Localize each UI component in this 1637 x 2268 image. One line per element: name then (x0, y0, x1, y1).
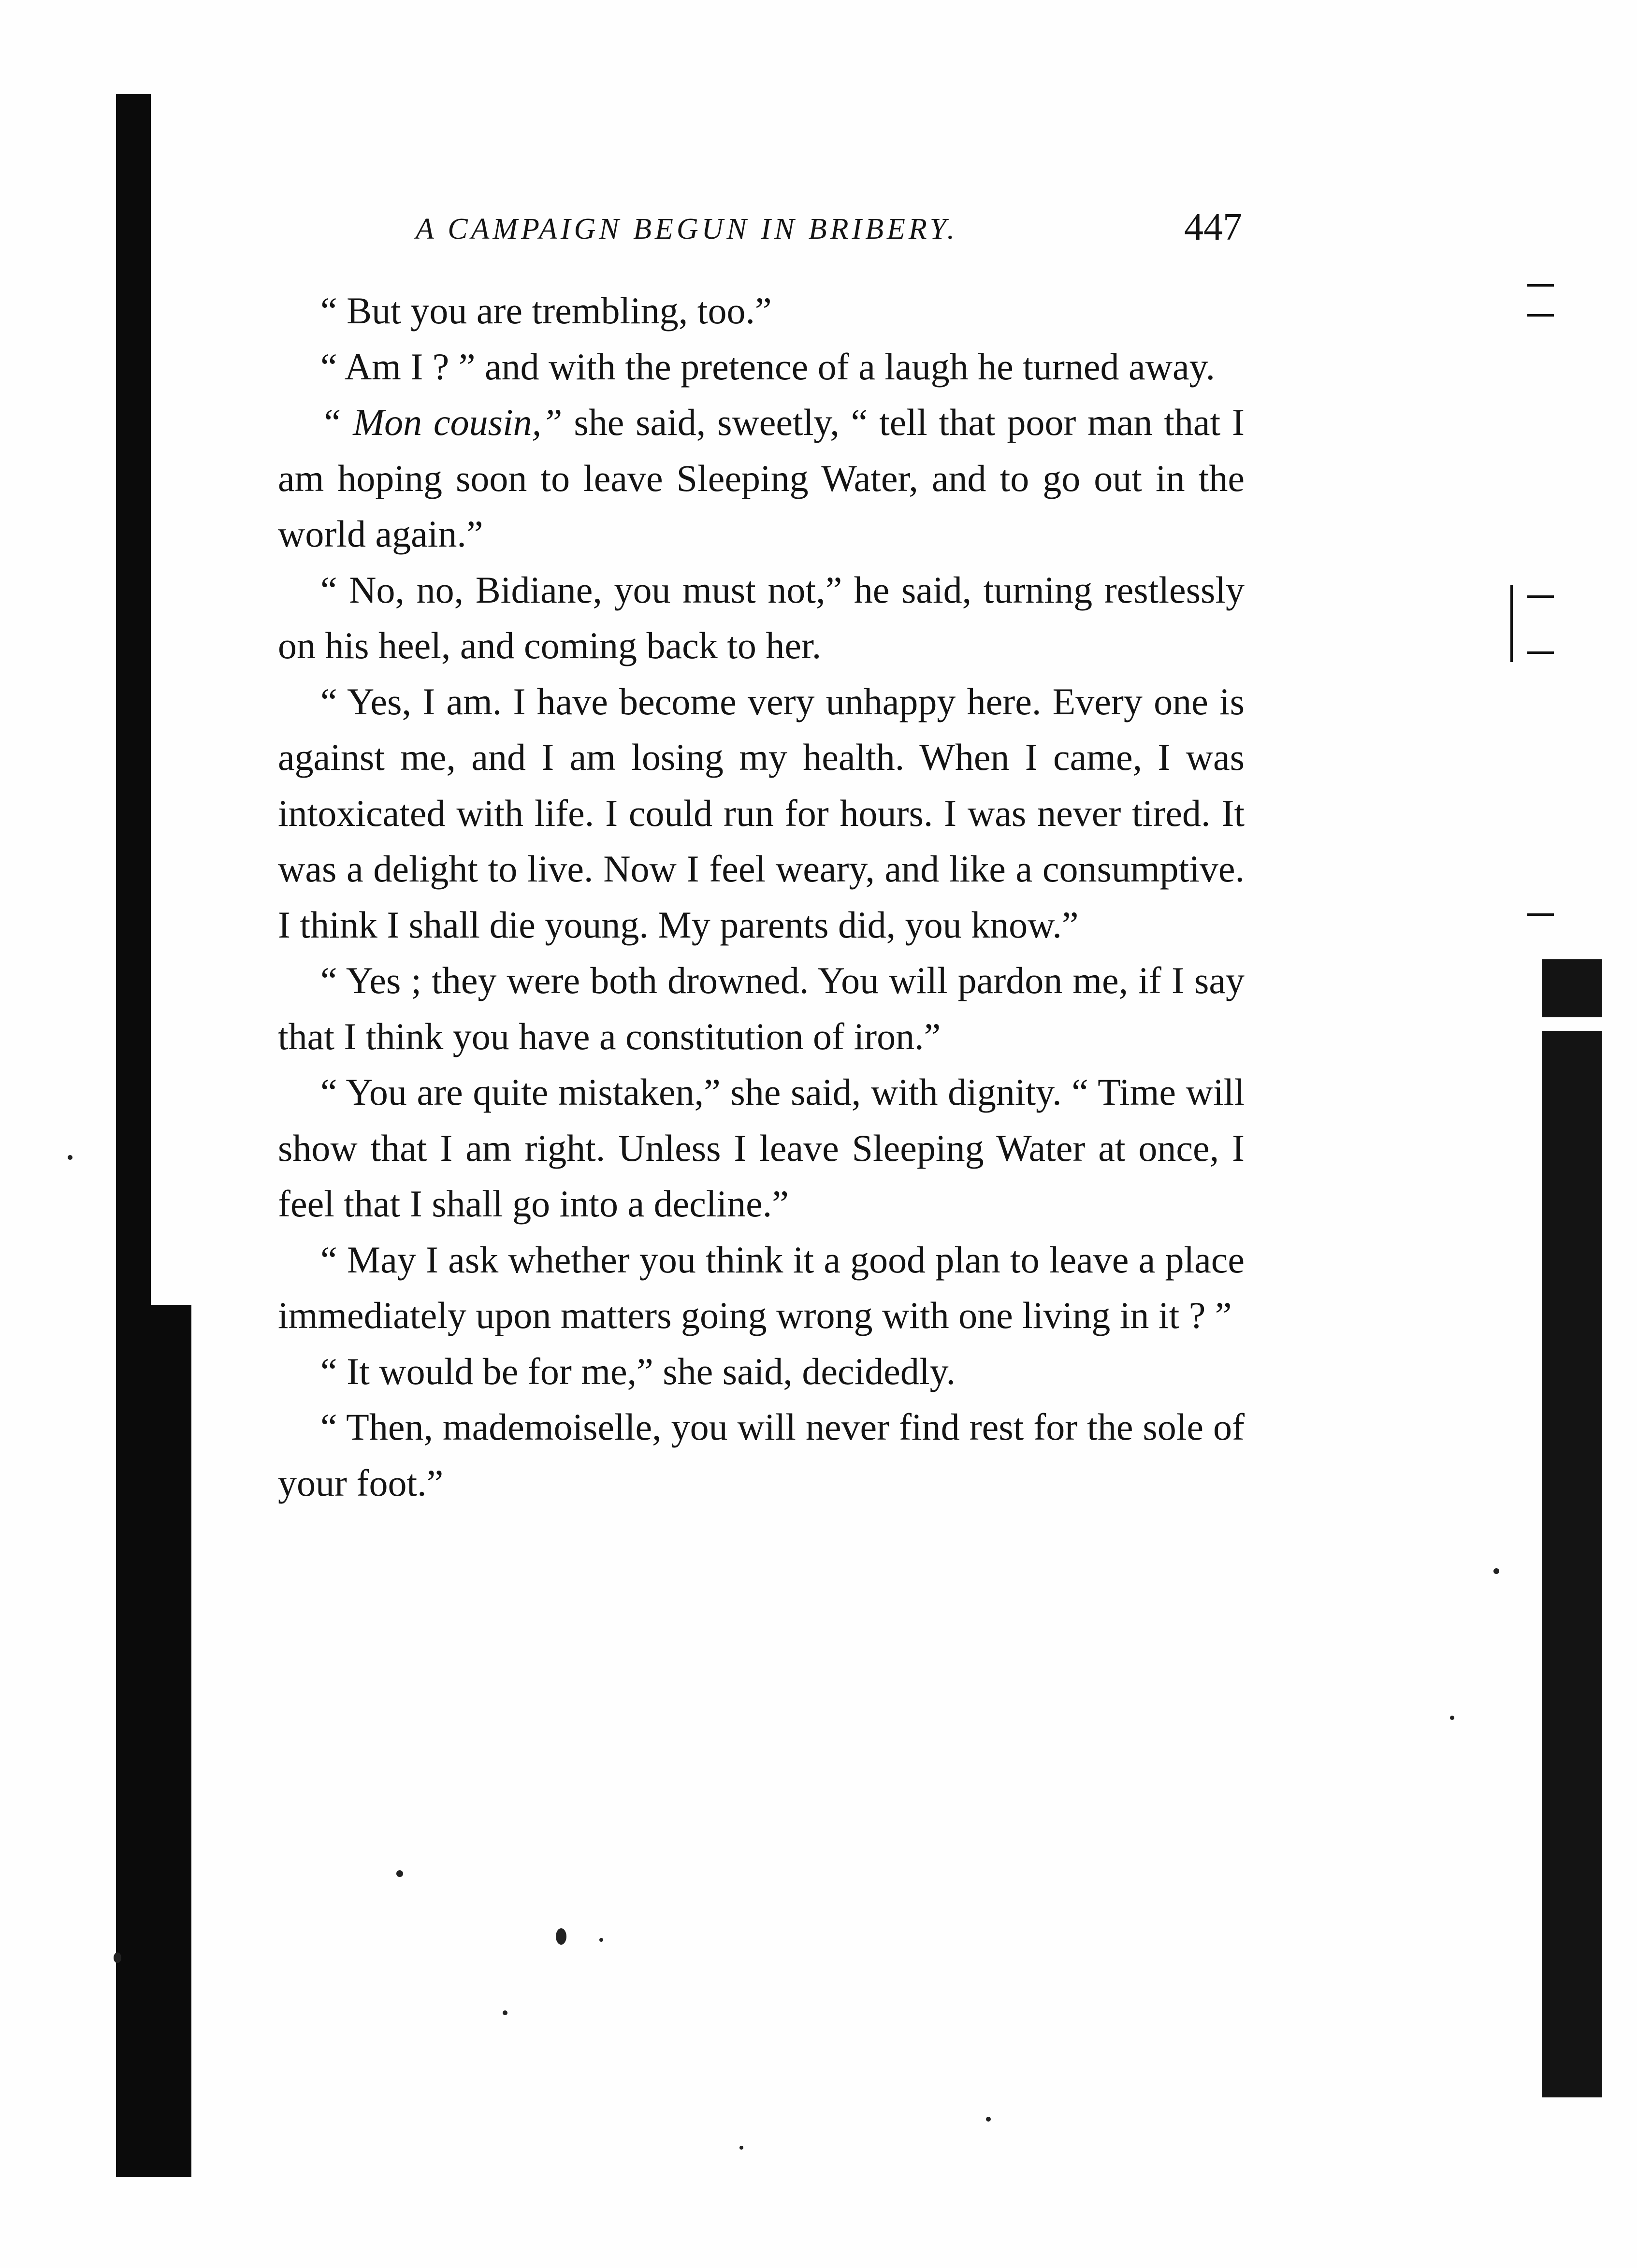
page-number: 447 (1184, 206, 1242, 248)
print-speck (396, 1870, 403, 1877)
print-speck (986, 2117, 991, 2122)
edge-mark (1527, 284, 1554, 287)
paragraph: “ May I ask whether you think it a good plan to leave a place immediately upon matters going wrong with one living in it ? ” (278, 1238, 1245, 1336)
paragraph: “ Then, mademoiselle, you will never find rest for the sole of your foot.” (278, 1406, 1245, 1504)
print-speck (114, 1952, 121, 1963)
body-text (278, 283, 1245, 1511)
edge-mark (1527, 595, 1554, 598)
page-edge-gap (1542, 1017, 1602, 1031)
print-speck (739, 2146, 743, 2150)
page-header (416, 205, 1242, 259)
print-speck (599, 1938, 603, 1942)
print-speck (1493, 1568, 1499, 1574)
edge-mark (1527, 651, 1554, 654)
edge-mark (1527, 913, 1554, 916)
print-speck (68, 1155, 72, 1160)
print-speck (503, 2010, 507, 2015)
paragraph: “ Yes ; they were both drowned. You will pardon me, if I say that I think you have a constitution of iron.” (278, 959, 1245, 1057)
paragraph: “ Am I ? ” and with the pretence of a laugh he turned away. (320, 345, 1216, 388)
print-speck (1450, 1716, 1454, 1720)
paragraph: “ Mon cousin,” she said, sweetly, “ tell that poor man that I am hoping soon to leave Sleeping Water, and to go out in the world again.” (278, 401, 1245, 555)
edge-mark (1527, 314, 1554, 317)
paragraph: “ It would be for me,” she said, decidedly. (320, 1350, 956, 1392)
paragraph: “ But you are trembling, too.” (320, 289, 772, 332)
paragraph: “ Yes, I am. I have become very unhappy here. Every one is against me, and I am losing my health. When I came, I was intoxicated with life. I could run for hours. I was never tired. It was a delight to live. Now I feel weary, and like a consumptive. I think I shall die young. My parents did, you know.” (278, 680, 1245, 946)
paragraph: “ No, no, Bidiane, you must not,” he said, turning restlessly on his heel, and coming back to her. (278, 568, 1245, 666)
binding-shadow-lower (145, 1305, 191, 2177)
paragraph: “ You are quite mistaken,” she said, with dignity. “ Time will show that I am right. Unless I leave Sleeping Water at once, I feel that I shall go into a decline.” (278, 1071, 1245, 1225)
page-edge-strip (1542, 959, 1602, 2097)
italic-lead: “ Mon cousin,” (320, 401, 563, 443)
print-speck (556, 1928, 566, 1945)
edge-mark (1510, 585, 1513, 662)
running-title: A CAMPAIGN BEGUN IN BRIBERY. (416, 213, 958, 246)
